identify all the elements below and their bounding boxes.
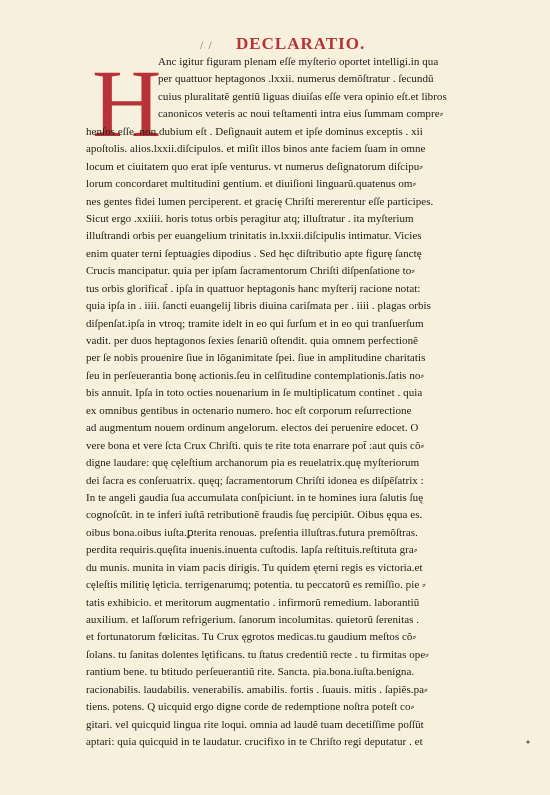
text-line: digne laudare: quę cęleſtium archanorum pia es reuelatrix.quę myſteriorum [86, 457, 420, 470]
initial-letter: H [92, 50, 162, 157]
body-text [86, 54, 528, 752]
text-line: racionabilis. laudabilis. venerabilis. amabilis. fortis . ſuauis. mitis . ſapiẽs.pa⸗ [86, 683, 428, 696]
text-line: ex omnibus gentibus in octenario numero. hoc eſt corporum reſurrectione [86, 404, 412, 417]
text-line: In te angeli gaudia ſua accumulata conſpiciunt. in te homines iura ſalutis ſuę [86, 491, 424, 504]
text-line: du munis. munita in viam pacis dirigis. Tu quidem ęterni regis es victoria.et [86, 561, 423, 574]
text-line: bis annuit. Ipſa in toto octies nouenarium in ſe multiplicatum continet . quia [86, 387, 423, 400]
text-line: apoſtolis. alios.lxxii.diſcipulos. et miſit illos binos ante faciem ſuam in omne [86, 143, 426, 156]
text-line: et fortunatorum fœlicitas. Tu Crux ęgrotos medicas.tu gaudium meſtos cõ⸗ [86, 631, 417, 644]
text-line: ſeu in perſeuerantia bonę actionis.ſeu in celſitudine contemplationis.ſatis no⸗ [86, 369, 425, 382]
text-line: nes gentes fidei lumen perciperent. et gracię Chriſti mererentur eſſe participes. [86, 195, 434, 208]
text-line: ad augmentum nouem ordinum angelorum. electos dei peruenire edocet. O [86, 422, 419, 435]
text-line: lorum concordaret multitudini gentium. et diuiſioni linguarũ.quatenus om⸗ [86, 178, 417, 191]
text-line: quia ipſa in . iiii. ſancti euangelij libris diuina cariſmata per . iiii . plagas orbis [86, 300, 431, 313]
folio-mark: / / [200, 38, 213, 52]
text-line: enim quater terni ſeptuagies dipodius . Sed hęc diſtributio apte figurę ſanctę [86, 247, 422, 260]
text-line: gitari. vel quicquid lingua rite loqui. omnia ad laudẽ tuam decetiſſime poſſũt [86, 718, 424, 731]
text-line: cuius pluralitatẽ gentiũ liguas diuiſas eſſe vera opinio eſt.et libros [158, 90, 447, 103]
text-line: auxilium. et laſſorum refrigerium. ſanorum incolumitas. quietorũ ſerenitas . [86, 614, 420, 626]
page-heading: DECLARATIO. [236, 34, 366, 53]
margin-dot-icon [526, 740, 530, 744]
text-line: per ſe nobis prouenire ſiue in lõganimitate ſpei. ſiue in amplitudine charitatis [86, 352, 426, 365]
text-line: illuſtrandi orbis per euangelium trinitatis in.lxxii.diſcipulis intimatur. Vicies [86, 230, 422, 243]
text-line: rantium bene. tu btitudo perſeuerantiũ rite. Sancta. pia.bona.iuſta.benigna. [86, 666, 415, 679]
text-line: Crucis mancipatur. quia per ipſam ſacramentorum Chriſti diſpenſatione to⸗ [86, 265, 415, 278]
text-line: tiens. potens. Q uicquid ergo digne corde de redemptione noſtra poteſt co⸗ [86, 701, 415, 714]
text-line: vadit. per duos heptagonos ſexies ſenariũ oſtendit. quia omnem perfectionẽ [86, 335, 419, 347]
text-line: vere bona et vere ſcta Crux Chriſti. quis te rite tota enarrare pot̃ :aut quis cõ⸗ [86, 439, 425, 452]
text-line: Sicut ergo .xxiiii. horis totus orbis peragitur atq; illuſtratur . ita myſterium [86, 212, 414, 225]
text-line: ſolans. tu ſanitas dolentes lętificans. tu ſtatus credentiũ recte . tu firmitas ope⸗ [86, 648, 429, 661]
text-line: cęleſtis militię lęticia. terrigenarumq; potentia. tu peccatorũ es remiſſio. pie ⸗ [86, 579, 426, 592]
text-line: diſpenſat.ipſa in vtroq; tramite idelt in eo qui ſurſum et in eo qui tranſuerſum [86, 317, 424, 330]
text-line: dei ſacra es conſeruatrix. quęq; ſacramentorum Chriſti idonea es diſpẽſatrix : [86, 474, 424, 487]
text-line: perdita requiris.quęſita inuenis.inuenta cuſtodis. lapſa reſtituis.reſtituta gra⸗ [86, 544, 418, 557]
text-line: locum et ciuitatem quo erat ipſe venturus. vt numerus deſignatorum diſcipu⸗ [86, 160, 424, 173]
text-line: aptari: quia quicquid in te laudatur. crucifixo in te Chriſto regi deputatur . et [86, 736, 423, 749]
text-line: oibus bona.oibus iuſta.ꝑterita renouas. preſentia illuſtras.futura premõſtras. [86, 526, 418, 539]
text-line: tus orbis glorificat̃ . ipſa in quattuor heptagonis hanc myſterij racione notat: [86, 282, 421, 295]
text-line: Anc igitur figuram plenam eſſe myſterio oportet intelligi.in qua [158, 56, 439, 68]
text-line: cognoſcũt. in te inferi iuſtã retributionẽ fraudis ſuę percipiũt. Oibus ęqua es. [86, 509, 423, 522]
text-line: tatis exhibicio. et meritorum augmentatio . infirmorũ remedium. laborantiũ [86, 596, 420, 609]
text-line: canonicos veteris ac noui teſtamenti intra eius ſummam compre⸗ [158, 108, 444, 121]
text-line: per quattuor heptagonos .lxxii. numerus demõſtratur . ſecundũ [158, 73, 434, 86]
text-line: henſos eſſe. non dubium eſt . Deſignauit autem et ipſe dominus exceptis . xii [86, 125, 423, 138]
